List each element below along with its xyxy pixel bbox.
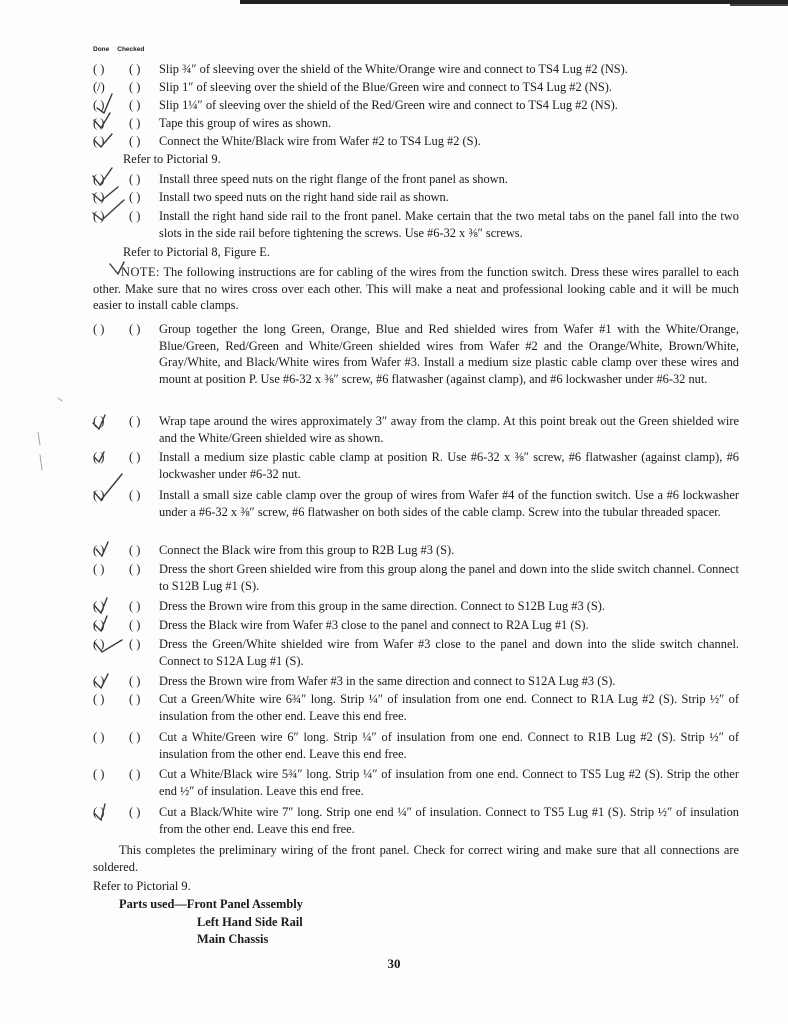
checked-checkbox[interactable]: ( ) — [129, 62, 141, 76]
pencil-check-mark — [93, 200, 124, 220]
done-checkbox[interactable]: ( ) — [93, 562, 105, 576]
done-checkbox[interactable]: ( ) — [93, 543, 105, 557]
faint-pencil-mark — [58, 398, 62, 401]
step-text: Cut a Green/White wire 6¾″ long. Strip ¼″ of insulation from one end. Connect to R1A Lug #2 (S). Strip ½″ of insulation from the other end. Leave this end free. — [159, 692, 739, 723]
faint-pencil-mark — [38, 432, 40, 445]
step-text: Dress the Brown wire from this group in the same direction. Connect to S12B Lug #3 (S). — [159, 599, 605, 613]
pencil-check-mark — [94, 804, 105, 820]
refer-pictorial-8: Refer to Pictorial 8, Figure E. — [123, 245, 270, 259]
step-text: Wrap tape around the wires approximately 3″ away from the clamp. At this point break out the Green shielded wire and the White/Green shielded wire as shown. — [159, 414, 739, 445]
step-text: Dress the Brown wire from Wafer #3 in the same direction and connect to S12A Lug #3 (S). — [159, 674, 616, 688]
done-checkbox[interactable]: ( ) — [93, 805, 105, 819]
done-checkbox[interactable]: ( ) — [93, 62, 105, 76]
step-text: Cut a White/Black wire 5¾″ long. Strip ¼″ of insulation from one end. Connect to TS5 Lug #2 (S). Strip the other end ½″ of insulation. Leave this end free. — [159, 767, 739, 798]
checked-checkbox[interactable]: ( ) — [129, 674, 141, 688]
step-text: Slip 1¼″ of sleeving over the shield of the Red/Green wire and connect to TS4 Lug #2 (NS). — [159, 98, 618, 112]
pencil-check-mark — [94, 113, 110, 128]
done-checkbox[interactable]: ( ) — [93, 618, 105, 632]
done-checkbox[interactable]: ( ) — [93, 190, 105, 204]
checked-checkbox[interactable]: ( ) — [129, 488, 141, 502]
checked-checkbox[interactable]: ( ) — [129, 767, 141, 781]
done-checkbox[interactable]: ( ) — [93, 599, 105, 613]
pencil-check-mark — [94, 616, 107, 631]
faint-pencil-mark — [40, 455, 42, 470]
pencil-check-mark — [110, 262, 124, 274]
pencil-check-mark — [94, 452, 104, 462]
parts-item: Left Hand Side Rail — [197, 914, 303, 929]
step-text: Install a medium size plastic cable clamp at position R. Use #6-32 x ⅜″ screw, #6 flatwasher (against clamp), #6 lockwasher under #6-32 nut. — [159, 450, 739, 481]
done-checkbox[interactable]: ( ) — [93, 414, 105, 428]
done-checkbox[interactable]: ( ) — [93, 172, 105, 186]
checked-checkbox[interactable]: ( ) — [129, 209, 141, 223]
step-text: Install two speed nuts on the right hand side rail as shown. — [159, 190, 449, 204]
checked-column-label: Checked — [117, 46, 145, 53]
checked-checkbox[interactable]: ( ) — [129, 450, 141, 464]
note-label: NOTE: — [121, 265, 160, 279]
checked-checkbox[interactable]: ( ) — [129, 414, 141, 428]
done-checkbox[interactable]: ( ) — [93, 674, 105, 688]
done-checkbox[interactable]: ( ) — [93, 209, 105, 223]
done-checkbox[interactable]: ( ) — [93, 730, 105, 744]
step-text: Dress the Green/White shielded wire from Wafer #3 close to the panel and down into the slide switch channel. Connect to S12A Lug #1 (S). — [159, 637, 739, 668]
checked-checkbox[interactable]: ( ) — [129, 599, 141, 613]
step-text: Group together the long Green, Orange, Blue and Red shielded wires from Wafer #1 with the White/Orange, Blue/Green, Red/Green and White/Green shielded wires from Wafer #2 and the Orange/White, Brown/White, Gray/White, and Black/White wires from Wafer #3. Install a medium size plastic cable clamp over these wires and mount at position P. Use #6-32 x ⅜″ screw, #6 flatwasher (against clamp), and #6 lockwasher under #6-32 nut. — [159, 322, 739, 386]
checked-checkbox[interactable]: ( ) — [129, 692, 141, 706]
done-checkbox[interactable]: ( ) — [93, 692, 105, 706]
refer-pictorial-9: Refer to Pictorial 9. — [123, 152, 221, 166]
pencil-check-mark — [94, 134, 112, 147]
step-text: Install a small size cable clamp over the group of wires from Wafer #4 of the function switch. Use a #6 lockwasher under a #6-32 x ⅜″ screw, #6 flatwasher on both sides of the cable clamp. Screw into the tubular threaded spacer. — [159, 488, 739, 519]
checked-checkbox[interactable]: ( ) — [129, 322, 141, 336]
done-checkbox[interactable]: ( ) — [93, 116, 105, 130]
done-checkbox[interactable]: ( ) — [93, 637, 105, 651]
pencil-check-mark — [94, 474, 122, 500]
done-checkbox[interactable]: (/) — [93, 80, 105, 94]
checked-checkbox[interactable]: ( ) — [129, 562, 141, 576]
step-text: Dress the Black wire from Wafer #3 close to the panel and connect to R2A Lug #1 (S). — [159, 618, 589, 632]
checked-checkbox[interactable]: ( ) — [129, 637, 141, 651]
checked-checkbox[interactable]: ( ) — [129, 80, 141, 94]
step-text: Dress the short Green shielded wire from this group along the panel and down into the slide switch channel. Connect to S12B Lug #1 (S). — [159, 562, 739, 593]
done-checkbox[interactable]: ( ) — [93, 450, 105, 464]
pencil-check-mark — [97, 94, 112, 113]
pencil-check-mark — [93, 168, 112, 185]
done-column-label: Done — [93, 46, 110, 53]
completion-paragraph: This completes the preliminary wiring of the front panel. Check for correct wiring and make sure that all connections are soldered. — [93, 843, 739, 874]
pencil-check-mark — [93, 187, 118, 201]
pencil-check-mark — [95, 640, 122, 652]
checked-checkbox[interactable]: ( ) — [129, 116, 141, 130]
note-text: The following instructions are for cabling of the wires from the function switch. Dress these wires parallel to each other. Make sure that no wires cross over each other. This will make a neat and professional looking cable and it will be much easier to install cable clamps. — [93, 265, 740, 312]
pencil-check-mark — [94, 598, 107, 613]
done-checkbox[interactable]: ( ) — [93, 134, 105, 148]
pencil-check-mark — [93, 415, 105, 429]
checked-checkbox[interactable]: ( ) — [129, 618, 141, 632]
step-text: Install the right hand side rail to the front panel. Make certain that the two metal tabs on the panel fall into the two slots in the side rail before tightening the screws. Use #6-32 x ⅜″ screws. — [159, 209, 739, 240]
checked-checkbox[interactable]: ( ) — [129, 98, 141, 112]
refer-pictorial-9-end: Refer to Pictorial 9. — [93, 879, 191, 893]
page-number: 30 — [387, 956, 401, 971]
done-checkbox[interactable]: ( ) — [93, 767, 105, 781]
pencil-check-mark — [94, 674, 108, 688]
done-checkbox[interactable]: ( ) — [93, 488, 105, 502]
checked-checkbox[interactable]: ( ) — [129, 172, 141, 186]
step-text: Cut a Black/White wire 7″ long. Strip one end ¼″ of insulation. Connect to TS5 Lug #1 (S). Strip ½″ of insulation from the other end. Leave this end free. — [159, 805, 739, 836]
step-text: Cut a White/Green wire 6″ long. Strip ¼″ of insulation from one end. Connect to R1B Lug #2 (S). Strip ½″ of insulation from the other end. Leave this end free. — [159, 730, 739, 761]
checked-checkbox[interactable]: ( ) — [129, 134, 141, 148]
checked-checkbox[interactable]: ( ) — [129, 190, 141, 204]
checked-checkbox[interactable]: ( ) — [129, 730, 141, 744]
step-text: Slip 1″ of sleeving over the shield of the Blue/Green wire and connect to TS4 Lug #2 (NS). — [159, 80, 612, 94]
checked-checkbox[interactable]: ( ) — [129, 543, 141, 557]
done-checkbox[interactable]: ( ) — [93, 322, 105, 336]
parts-item: Main Chassis — [197, 932, 269, 946]
step-text: Install three speed nuts on the right flange of the front panel as shown. — [159, 172, 508, 186]
step-text: Connect the Black wire from this group to R2B Lug #3 (S). — [159, 543, 455, 557]
step-text: Connect the White/Black wire from Wafer #2 to TS4 Lug #2 (S). — [159, 134, 481, 148]
step-text: Tape this group of wires as shown. — [159, 116, 332, 130]
checked-checkbox[interactable]: ( ) — [129, 805, 141, 819]
pencil-check-mark — [96, 542, 108, 556]
parts-used-label: Parts used—Front Panel Assembly — [119, 897, 303, 911]
done-checkbox[interactable]: ( ) — [93, 98, 105, 112]
step-text: Slip ¾″ of sleeving over the shield of the White/Orange wire and connect to TS4 Lug #2 (NS). — [159, 62, 628, 76]
